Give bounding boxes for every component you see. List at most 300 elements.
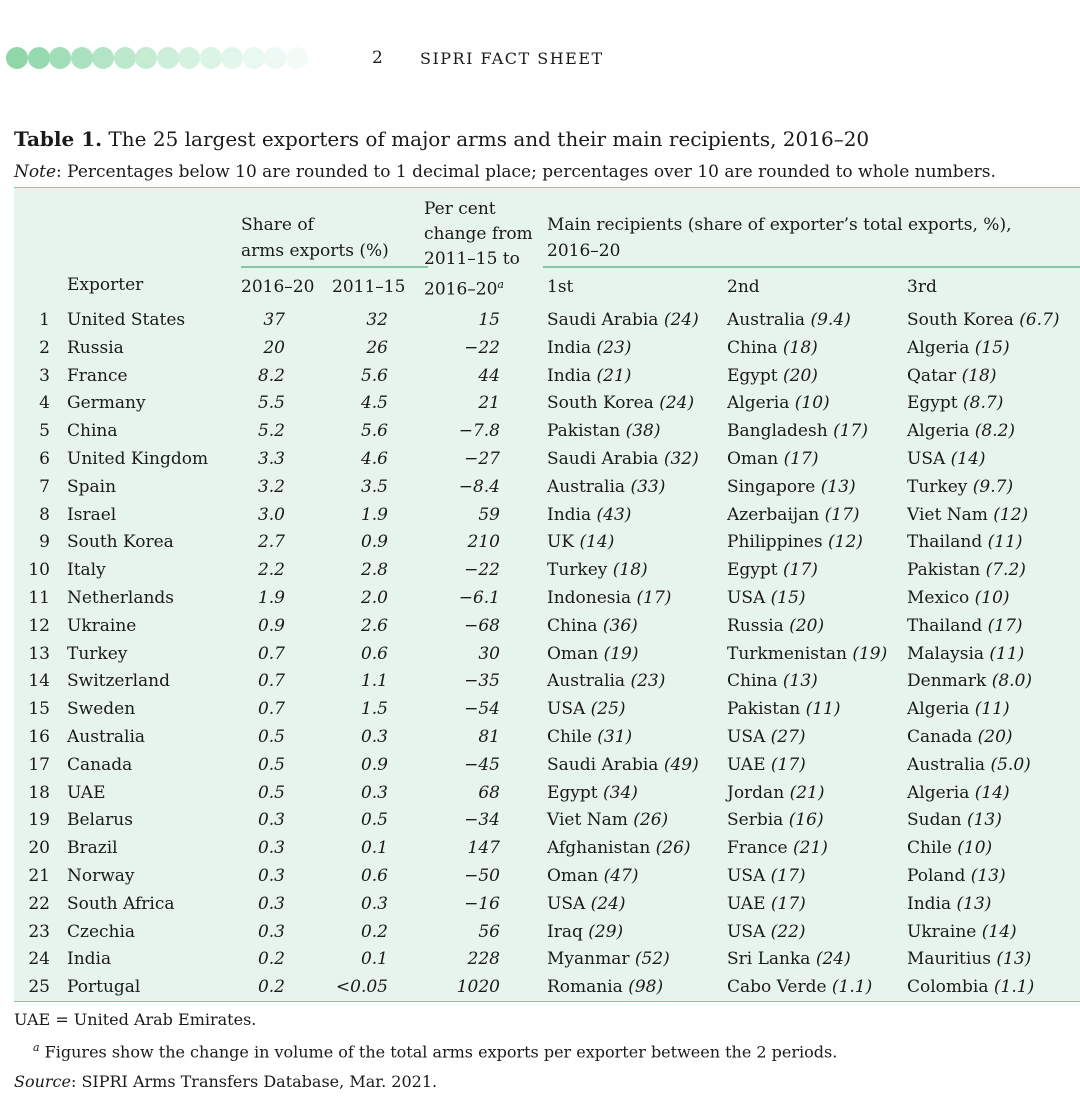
recipient-share: (22) bbox=[770, 921, 806, 942]
exporter-cell: UAE bbox=[67, 782, 106, 803]
rank-cell: 19 bbox=[28, 810, 50, 831]
recipient-3rd-cell bbox=[907, 473, 1013, 501]
share-2011-15-cell: 5.6 bbox=[360, 421, 388, 442]
table-row bbox=[14, 445, 1080, 473]
recipient-1st-cell bbox=[547, 306, 699, 334]
recipient-2nd-cell bbox=[727, 612, 824, 640]
rank-cell: 21 bbox=[28, 866, 50, 886]
recipient-share: (24) bbox=[659, 393, 695, 414]
recipient-1st-cell bbox=[547, 806, 668, 834]
recipient-1st-cell bbox=[547, 473, 665, 501]
share-2016-20-cell: 3.0 bbox=[257, 504, 285, 525]
recipient-name: USA bbox=[547, 699, 586, 720]
recipient-1st-cell bbox=[547, 362, 631, 390]
recipient-3rd-cell bbox=[907, 723, 1013, 751]
table-row bbox=[14, 862, 1080, 890]
exporter-cell: South Korea bbox=[67, 532, 174, 553]
recipient-name: Poland bbox=[907, 866, 966, 886]
header-recipients-line1: Main recipients (share of exporter’s total exports, %), bbox=[547, 215, 1012, 235]
table-row bbox=[14, 528, 1080, 556]
recipient-name: Australia bbox=[727, 310, 806, 330]
header-dot bbox=[178, 47, 200, 69]
change-cell: −35 bbox=[464, 671, 500, 692]
rank-cell: 5 bbox=[39, 421, 50, 442]
recipient-share: (20) bbox=[783, 365, 818, 386]
share-2011-15-cell: 2.0 bbox=[360, 588, 388, 608]
recipient-name: Romania bbox=[547, 977, 623, 998]
header-dot bbox=[157, 47, 179, 69]
recipient-2nd-cell bbox=[727, 862, 806, 890]
recipient-1st-cell bbox=[547, 612, 638, 640]
recipient-share: (25) bbox=[590, 699, 626, 720]
recipient-3rd-cell bbox=[907, 779, 1010, 807]
header-dot bbox=[200, 47, 222, 69]
recipient-3rd-cell bbox=[907, 556, 1026, 584]
exporter-cell: Israel bbox=[67, 504, 117, 525]
recipient-3rd-cell bbox=[907, 501, 1028, 529]
header-change-year: 2016–20 bbox=[424, 279, 498, 300]
recipient-share: (52) bbox=[634, 949, 670, 970]
recipient-share: (15) bbox=[770, 588, 806, 608]
exporter-cell: Netherlands bbox=[67, 588, 175, 608]
recipient-3rd-cell bbox=[907, 973, 1034, 1001]
recipient-share: (24) bbox=[663, 310, 699, 330]
recipient-name: UAE bbox=[727, 893, 766, 914]
rank-cell: 2 bbox=[39, 337, 50, 358]
rank-cell: 4 bbox=[39, 393, 50, 414]
header-share-line1: Share of bbox=[241, 215, 314, 235]
recipient-share: (17) bbox=[833, 421, 868, 442]
recipient-2nd-cell bbox=[727, 584, 806, 612]
recipient-name: Algeria bbox=[907, 782, 970, 803]
table-row bbox=[14, 973, 1080, 1001]
recipient-2nd-cell bbox=[727, 445, 818, 473]
change-cell: 210 bbox=[467, 532, 500, 553]
header-change-line2: change from bbox=[424, 224, 533, 244]
recipient-share: (6.7) bbox=[1019, 310, 1060, 330]
recipient-share: (5.0) bbox=[990, 754, 1031, 775]
change-cell: 15 bbox=[478, 310, 500, 330]
rank-cell: 10 bbox=[28, 560, 50, 581]
share-2011-15-cell: 0.9 bbox=[360, 532, 388, 553]
table-row bbox=[14, 779, 1080, 807]
recipient-3rd-cell bbox=[907, 445, 986, 473]
recipient-share: (17) bbox=[987, 615, 1023, 636]
recipient-share: (17) bbox=[783, 560, 818, 581]
exporter-cell: Turkey bbox=[67, 643, 128, 664]
share-2011-15-cell: 32 bbox=[366, 310, 388, 330]
share-2016-20-cell: 5.2 bbox=[257, 421, 285, 442]
change-cell: −45 bbox=[464, 754, 500, 775]
source-text: : SIPRI Arms Transfers Database, Mar. 2021. bbox=[70, 1072, 438, 1091]
recipient-2nd-cell bbox=[727, 945, 851, 973]
header-dot bbox=[92, 47, 114, 69]
share-2011-15-cell: 0.1 bbox=[360, 838, 388, 859]
recipient-name: Egypt bbox=[727, 365, 778, 386]
recipient-name: Saudi Arabia bbox=[547, 754, 659, 775]
recipient-3rd-cell bbox=[907, 945, 1031, 973]
recipient-3rd-cell bbox=[907, 834, 992, 862]
recipient-share: (21) bbox=[596, 365, 632, 386]
recipient-1st-cell bbox=[547, 501, 631, 529]
recipient-name: Mexico bbox=[907, 588, 970, 608]
recipient-name: USA bbox=[727, 866, 766, 886]
share-2016-20-cell: 0.2 bbox=[257, 949, 285, 970]
recipient-name: Philippines bbox=[727, 532, 823, 553]
rank-cell: 17 bbox=[28, 754, 50, 775]
recipient-1st-cell bbox=[547, 973, 663, 1001]
recipient-share: (12) bbox=[993, 504, 1029, 525]
recipient-name: UAE bbox=[727, 754, 766, 775]
share-2011-15-cell: 0.3 bbox=[360, 727, 388, 747]
recipient-1st-cell bbox=[547, 834, 691, 862]
recipient-3rd-cell bbox=[907, 862, 1006, 890]
recipient-name: Viet Nam bbox=[907, 504, 988, 525]
header-1st: 1st bbox=[547, 277, 574, 297]
rank-cell: 23 bbox=[28, 921, 50, 942]
recipient-2nd-cell bbox=[727, 473, 856, 501]
recipient-share: (23) bbox=[630, 671, 666, 692]
recipient-3rd-cell bbox=[907, 667, 1032, 695]
recipient-share: (26) bbox=[633, 810, 669, 831]
table-row bbox=[14, 584, 1080, 612]
share-2016-20-cell: 0.9 bbox=[257, 615, 285, 636]
share-2011-15-cell: 4.6 bbox=[360, 449, 388, 469]
recipient-1st-cell bbox=[547, 723, 632, 751]
change-cell: 1020 bbox=[456, 977, 500, 998]
rank-cell: 22 bbox=[28, 893, 50, 914]
recipient-share: (27) bbox=[770, 727, 806, 747]
share-2011-15-cell: 0.6 bbox=[360, 643, 388, 664]
recipient-name: South Korea bbox=[907, 310, 1014, 330]
recipient-1st-cell bbox=[547, 445, 699, 473]
exporter-cell: India bbox=[67, 949, 112, 970]
exporter-cell: United States bbox=[67, 310, 186, 330]
share-2016-20-cell: 0.7 bbox=[257, 699, 285, 720]
recipient-share: (18) bbox=[961, 365, 997, 386]
header-dot bbox=[243, 47, 265, 69]
change-cell: 59 bbox=[478, 504, 500, 525]
recipient-share: (98) bbox=[628, 977, 664, 998]
recipient-1st-cell bbox=[547, 389, 694, 417]
recipient-share: (10) bbox=[974, 588, 1010, 608]
share-2016-20-cell: 0.7 bbox=[257, 671, 285, 692]
recipient-name: Oman bbox=[727, 449, 779, 469]
recipient-share: (13) bbox=[966, 810, 1002, 831]
recipient-share: (10) bbox=[794, 393, 830, 414]
header-dot bbox=[286, 47, 308, 69]
share-2016-20-cell: 0.3 bbox=[257, 866, 285, 886]
rank-cell: 15 bbox=[28, 699, 50, 720]
recipient-share: (17) bbox=[770, 866, 806, 886]
recipient-3rd-cell bbox=[907, 306, 1060, 334]
table-row bbox=[14, 834, 1080, 862]
recipient-1st-cell bbox=[547, 862, 638, 890]
table-row bbox=[14, 473, 1080, 501]
share-2016-20-cell: 1.9 bbox=[257, 588, 285, 608]
recipient-2nd-cell bbox=[727, 640, 887, 668]
recipient-share: (38) bbox=[625, 421, 661, 442]
recipient-share: (1.1) bbox=[993, 977, 1035, 998]
recipient-share: (8.0) bbox=[991, 671, 1033, 692]
change-cell: −8.4 bbox=[458, 476, 500, 497]
table-row bbox=[14, 945, 1080, 973]
rank-cell: 25 bbox=[28, 977, 50, 998]
recipient-3rd-cell bbox=[907, 334, 1010, 362]
recipient-share: (10) bbox=[957, 838, 993, 859]
recipient-1st-cell bbox=[547, 667, 665, 695]
share-2016-20-cell: 0.7 bbox=[257, 643, 285, 664]
rank-cell: 3 bbox=[39, 365, 50, 386]
change-cell: −68 bbox=[464, 615, 500, 636]
recipient-share: (9.4) bbox=[810, 310, 851, 330]
recipient-name: Oman bbox=[547, 866, 599, 886]
table-row bbox=[14, 806, 1080, 834]
change-cell: 44 bbox=[478, 365, 500, 386]
change-cell: −22 bbox=[464, 337, 500, 358]
table-row bbox=[14, 890, 1080, 918]
share-2011-15-cell: 26 bbox=[366, 337, 388, 358]
recipient-name: Algeria bbox=[907, 337, 970, 358]
exporter-cell: South Africa bbox=[67, 893, 175, 914]
recipient-share: (13) bbox=[820, 476, 856, 497]
header-change-line4 bbox=[424, 272, 504, 303]
recipient-1st-cell bbox=[547, 779, 638, 807]
change-cell: 56 bbox=[478, 921, 500, 942]
footnote-a bbox=[33, 1041, 837, 1061]
table-row bbox=[14, 362, 1080, 390]
recipient-name: USA bbox=[727, 588, 766, 608]
share-2011-15-cell: 5.6 bbox=[360, 365, 388, 386]
header-dot bbox=[28, 47, 50, 69]
share-2016-20-cell: 20 bbox=[263, 337, 285, 358]
recipient-share: (20) bbox=[977, 727, 1013, 747]
share-2016-20-cell: 0.3 bbox=[257, 921, 285, 942]
change-cell: 147 bbox=[467, 838, 500, 859]
recipient-share: (14) bbox=[974, 782, 1010, 803]
recipient-share: (33) bbox=[630, 476, 666, 497]
header-dot bbox=[221, 47, 243, 69]
recipient-name: Viet Nam bbox=[547, 810, 628, 831]
change-cell: −27 bbox=[464, 449, 500, 469]
recipient-1st-cell bbox=[547, 918, 623, 946]
recipient-share: (24) bbox=[590, 893, 626, 914]
recipient-share: (20) bbox=[789, 615, 825, 636]
change-cell: 68 bbox=[478, 782, 500, 803]
recipient-share: (49) bbox=[663, 754, 699, 775]
recipient-name: Turkey bbox=[547, 560, 608, 581]
header-change-line1: Per cent bbox=[424, 199, 496, 219]
recipient-name: Singapore bbox=[727, 476, 816, 497]
header-2016-20: 2016–20 bbox=[241, 277, 315, 297]
recipient-3rd-cell bbox=[907, 640, 1024, 668]
recipient-share: (14) bbox=[981, 921, 1017, 942]
change-cell: −22 bbox=[464, 560, 500, 581]
recipient-name: India bbox=[907, 893, 952, 914]
recipient-share: (13) bbox=[996, 949, 1032, 970]
recipient-share: (8.7) bbox=[963, 393, 1004, 414]
change-cell: −6.1 bbox=[458, 588, 500, 608]
recipient-2nd-cell bbox=[727, 667, 818, 695]
recipient-share: (15) bbox=[974, 337, 1010, 358]
share-2016-20-cell: 3.3 bbox=[257, 449, 285, 469]
table-row bbox=[14, 695, 1080, 723]
rank-cell: 18 bbox=[28, 782, 50, 803]
recipient-share: (29) bbox=[588, 921, 624, 942]
recipient-name: Egypt bbox=[547, 782, 598, 803]
change-cell: 21 bbox=[478, 393, 500, 414]
table-row bbox=[14, 501, 1080, 529]
recipient-name: Australia bbox=[547, 671, 626, 692]
recipient-share: (18) bbox=[612, 560, 648, 581]
table-row bbox=[14, 334, 1080, 362]
share-2016-20-cell: 0.5 bbox=[257, 782, 285, 803]
recipient-3rd-cell bbox=[907, 612, 1023, 640]
recipient-name: Serbia bbox=[727, 810, 784, 831]
recipient-share: (17) bbox=[824, 504, 860, 525]
exporter-cell: Norway bbox=[67, 866, 135, 886]
share-2011-15-cell: 4.5 bbox=[360, 393, 388, 414]
exporter-cell: China bbox=[67, 421, 118, 442]
recipient-name: Indonesia bbox=[547, 588, 632, 608]
recipient-share: (16) bbox=[788, 810, 824, 831]
recipient-share: (13) bbox=[782, 671, 818, 692]
recipient-name: Australia bbox=[547, 476, 626, 497]
share-2011-15-cell: 0.9 bbox=[360, 754, 388, 775]
recipient-share: (47) bbox=[603, 866, 639, 886]
recipient-2nd-cell bbox=[727, 723, 806, 751]
exporter-cell: Brazil bbox=[67, 838, 118, 859]
header-divider-recipients bbox=[543, 266, 1080, 268]
recipient-name: China bbox=[727, 337, 778, 358]
exporter-cell: Sweden bbox=[67, 699, 136, 720]
recipient-name: Turkey bbox=[907, 476, 968, 497]
share-2011-15-cell: 0.5 bbox=[360, 810, 388, 831]
recipient-share: (43) bbox=[596, 504, 632, 525]
recipient-share: (17) bbox=[783, 449, 819, 469]
recipient-share: (17) bbox=[770, 893, 806, 914]
table-note bbox=[14, 162, 996, 182]
table-row bbox=[14, 306, 1080, 334]
rank-cell: 16 bbox=[28, 727, 50, 747]
table-row bbox=[14, 918, 1080, 946]
recipient-name: Sri Lanka bbox=[727, 949, 811, 970]
header-2011-15: 2011–15 bbox=[332, 277, 406, 297]
recipient-share: (11) bbox=[989, 643, 1025, 664]
recipient-2nd-cell bbox=[727, 306, 851, 334]
recipient-name: USA bbox=[727, 921, 766, 942]
recipient-3rd-cell bbox=[907, 751, 1031, 779]
rank-cell: 24 bbox=[28, 949, 50, 970]
rank-cell: 14 bbox=[28, 671, 50, 692]
header-divider-share bbox=[241, 266, 428, 268]
recipient-1st-cell bbox=[547, 890, 626, 918]
share-2011-15-cell: 1.9 bbox=[360, 504, 388, 525]
header-recipients-line2: 2016–20 bbox=[547, 241, 621, 261]
recipient-3rd-cell bbox=[907, 389, 1003, 417]
header-dot bbox=[114, 47, 136, 69]
recipient-name: Algeria bbox=[727, 393, 790, 414]
recipient-name: Azerbaijan bbox=[727, 504, 820, 525]
recipient-name: Thailand bbox=[907, 615, 983, 636]
recipient-2nd-cell bbox=[727, 501, 860, 529]
recipient-name: Thailand bbox=[907, 532, 983, 553]
recipient-share: (17) bbox=[636, 588, 672, 608]
share-2011-15-cell: 1.1 bbox=[360, 671, 388, 692]
recipient-name: France bbox=[727, 838, 788, 859]
exporter-cell: Switzerland bbox=[67, 671, 171, 692]
header-change-line3: 2011–15 to bbox=[424, 249, 520, 269]
recipient-1st-cell bbox=[547, 584, 671, 612]
recipient-share: (24) bbox=[815, 949, 851, 970]
recipient-3rd-cell bbox=[907, 806, 1002, 834]
recipient-1st-cell bbox=[547, 417, 661, 445]
rank-cell: 13 bbox=[28, 643, 50, 664]
recipient-2nd-cell bbox=[727, 779, 824, 807]
share-2016-20-cell: 0.5 bbox=[257, 727, 285, 747]
share-2016-20-cell: 0.3 bbox=[257, 893, 285, 914]
table-row bbox=[14, 751, 1080, 779]
share-2016-20-cell: 2.2 bbox=[257, 560, 285, 581]
recipient-name: Bangladesh bbox=[727, 421, 828, 442]
recipient-share: (14) bbox=[579, 532, 615, 553]
share-2016-20-cell: 0.3 bbox=[257, 838, 285, 859]
recipient-3rd-cell bbox=[907, 890, 991, 918]
recipient-name: Iraq bbox=[547, 921, 583, 942]
exporter-cell: Belarus bbox=[67, 810, 133, 831]
change-cell: 228 bbox=[467, 949, 500, 970]
recipient-name: Chile bbox=[907, 838, 952, 859]
share-2011-15-cell: 0.1 bbox=[360, 949, 388, 970]
recipient-share: (34) bbox=[603, 782, 638, 803]
recipient-1st-cell bbox=[547, 528, 614, 556]
header-dot bbox=[6, 47, 28, 69]
recipient-share: (19) bbox=[603, 643, 639, 664]
share-2011-15-cell: 3.5 bbox=[360, 476, 388, 497]
table-panel bbox=[14, 187, 1080, 1002]
recipient-share: (1.1) bbox=[831, 977, 873, 998]
recipient-name: Malaysia bbox=[907, 643, 985, 664]
table-row bbox=[14, 556, 1080, 584]
recipient-share: (9.7) bbox=[972, 476, 1014, 497]
change-cell: 30 bbox=[478, 643, 500, 664]
recipient-name: Algeria bbox=[907, 699, 970, 720]
share-2016-20-cell: 0.3 bbox=[257, 810, 285, 831]
change-cell: −54 bbox=[464, 699, 500, 720]
recipient-1st-cell bbox=[547, 945, 670, 973]
source-note bbox=[14, 1072, 437, 1091]
recipient-3rd-cell bbox=[907, 918, 1017, 946]
recipient-name: Cabo Verde bbox=[727, 977, 827, 998]
recipient-name: UK bbox=[547, 532, 575, 553]
change-cell: 81 bbox=[478, 727, 500, 747]
recipient-name: Afghanistan bbox=[547, 838, 651, 859]
recipient-name: Pakistan bbox=[907, 560, 981, 581]
share-2016-20-cell: 8.2 bbox=[257, 365, 285, 386]
recipient-share: (31) bbox=[597, 727, 633, 747]
recipient-name: Oman bbox=[547, 643, 599, 664]
rank-cell: 9 bbox=[39, 532, 50, 553]
recipient-2nd-cell bbox=[727, 528, 863, 556]
table-row bbox=[14, 667, 1080, 695]
rank-cell: 20 bbox=[28, 838, 50, 859]
recipient-name: Myanmar bbox=[547, 949, 630, 970]
rank-cell: 12 bbox=[28, 615, 50, 636]
recipient-share: (11) bbox=[987, 532, 1023, 553]
exporter-cell: Germany bbox=[67, 393, 146, 414]
recipient-share: (19) bbox=[852, 643, 888, 664]
exporter-cell: Spain bbox=[67, 476, 117, 497]
